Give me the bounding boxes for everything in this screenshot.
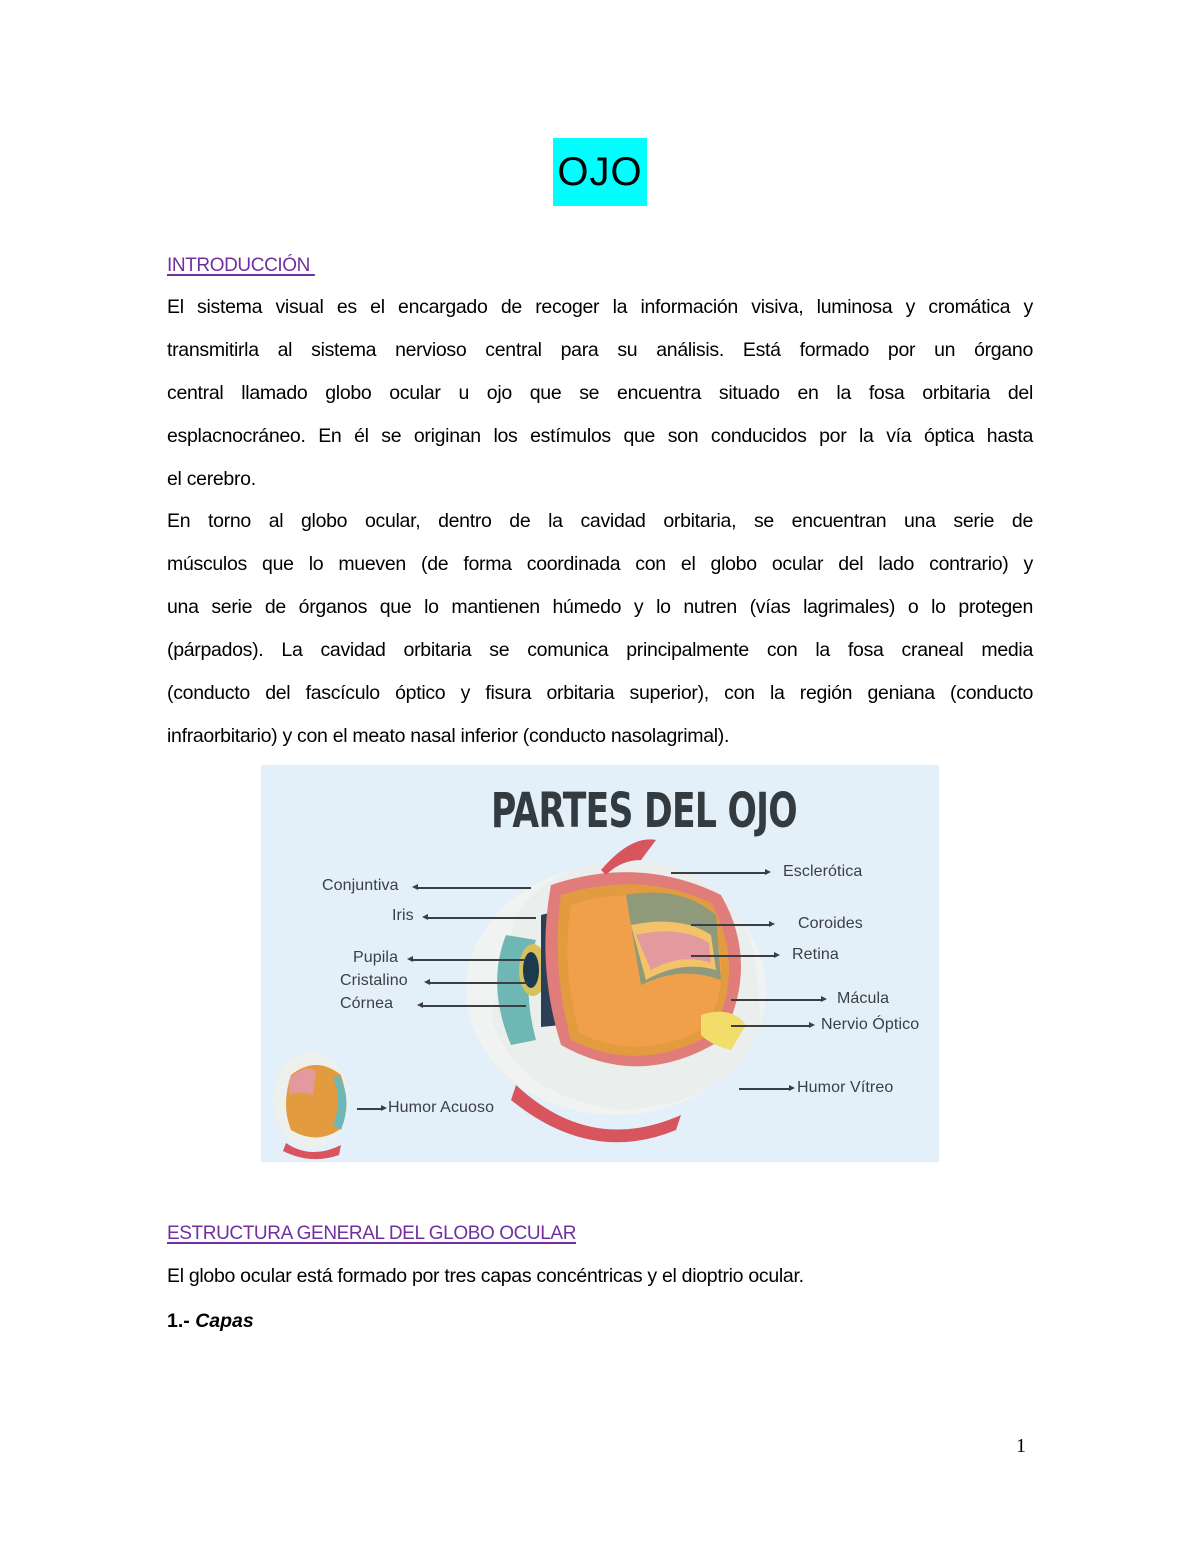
text-line: infraorbitario) y con el meato nasal inferior (conducto nasolagrimal). xyxy=(167,725,730,747)
arrow-cristalino xyxy=(428,982,528,984)
label-esclerotica: Esclerótica xyxy=(783,863,863,880)
label-humor-acuoso: Humor Acuoso xyxy=(388,1099,495,1116)
intro-paragraph-1 xyxy=(167,286,1033,501)
label-pupila: Pupila xyxy=(353,949,399,966)
subheading-capas xyxy=(167,1300,254,1343)
label-nervio-optico: Nervio Óptico xyxy=(821,1016,920,1033)
section-heading-estructura: ESTRUCTURA GENERAL DEL GLOBO OCULAR xyxy=(167,1223,577,1244)
arrow-cornea xyxy=(421,1005,526,1007)
arrow-retina xyxy=(691,955,776,957)
estructura-paragraph xyxy=(167,1255,1033,1298)
arrow-nervio-optico xyxy=(731,1025,811,1027)
arrow-coroides xyxy=(691,924,771,926)
text-line: esplacnocráneo. En él se originan los estímulos que son conducidos por la vía óptica hasta xyxy=(167,425,1033,447)
text-line: El globo ocular está formado por tres capas concéntricas y el dioptrio ocular. xyxy=(167,1265,804,1287)
arrow-humor-vitreo xyxy=(739,1088,791,1090)
label-iris: Iris xyxy=(392,907,414,924)
text-line: En torno al globo ocular, dentro de la cavidad orbitaria, se encuentran una serie de xyxy=(167,510,1033,532)
page-number: 1 xyxy=(1016,1435,1026,1457)
intro-paragraph-2 xyxy=(167,500,1033,758)
arrow-conjuntiva xyxy=(416,887,531,889)
text-line: (conducto del fascículo óptico y fisura orbitaria superior), con la región geniana (conducto xyxy=(167,682,1033,704)
figure-title: PARTES DEL OJO xyxy=(491,783,797,839)
eye-anatomy-figure xyxy=(261,765,939,1162)
arrow-humor-acuoso xyxy=(357,1108,383,1110)
text-line: El sistema visual es el encargado de recoger la información visiva, luminosa y cromática y xyxy=(167,296,1033,318)
text-line: central llamado globo ocular u ojo que se encuentra situado en la fosa orbitaria del xyxy=(167,382,1033,404)
arrow-macula xyxy=(731,999,823,1001)
title-highlight xyxy=(553,138,647,206)
arrow-esclerotica xyxy=(671,872,767,874)
text-line: transmitirla al sistema nervioso central para su análisis. Está formado por un órgano xyxy=(167,339,1033,361)
label-coroides: Coroides xyxy=(798,915,863,932)
subheading-number: 1.- xyxy=(167,1310,190,1332)
label-cristalino: Cristalino xyxy=(340,972,408,989)
section-heading-introduccion: INTRODUCCIÓN xyxy=(167,255,315,276)
document-title: OJO xyxy=(557,150,643,194)
arrow-iris xyxy=(426,917,536,919)
subheading-label: Capas xyxy=(195,1310,254,1332)
label-macula: Mácula xyxy=(837,990,890,1007)
text-line: músculos que lo mueven (de forma coordinada con el globo ocular del lado contrario) y xyxy=(167,553,1033,575)
label-conjuntiva: Conjuntiva xyxy=(322,877,399,894)
label-humor-vitreo: Humor Vítreo xyxy=(797,1079,894,1096)
label-cornea: Córnea xyxy=(340,995,394,1012)
text-line: el cerebro. xyxy=(167,468,256,490)
text-line: una serie de órganos que lo mantienen húmedo y lo nutren (vías lagrimales) o lo protegen xyxy=(167,596,1033,618)
text-line: (párpados). La cavidad orbitaria se comunica principalmente con la fosa craneal media xyxy=(167,639,1033,661)
arrow-pupila xyxy=(411,959,526,961)
label-retina: Retina xyxy=(792,946,839,963)
